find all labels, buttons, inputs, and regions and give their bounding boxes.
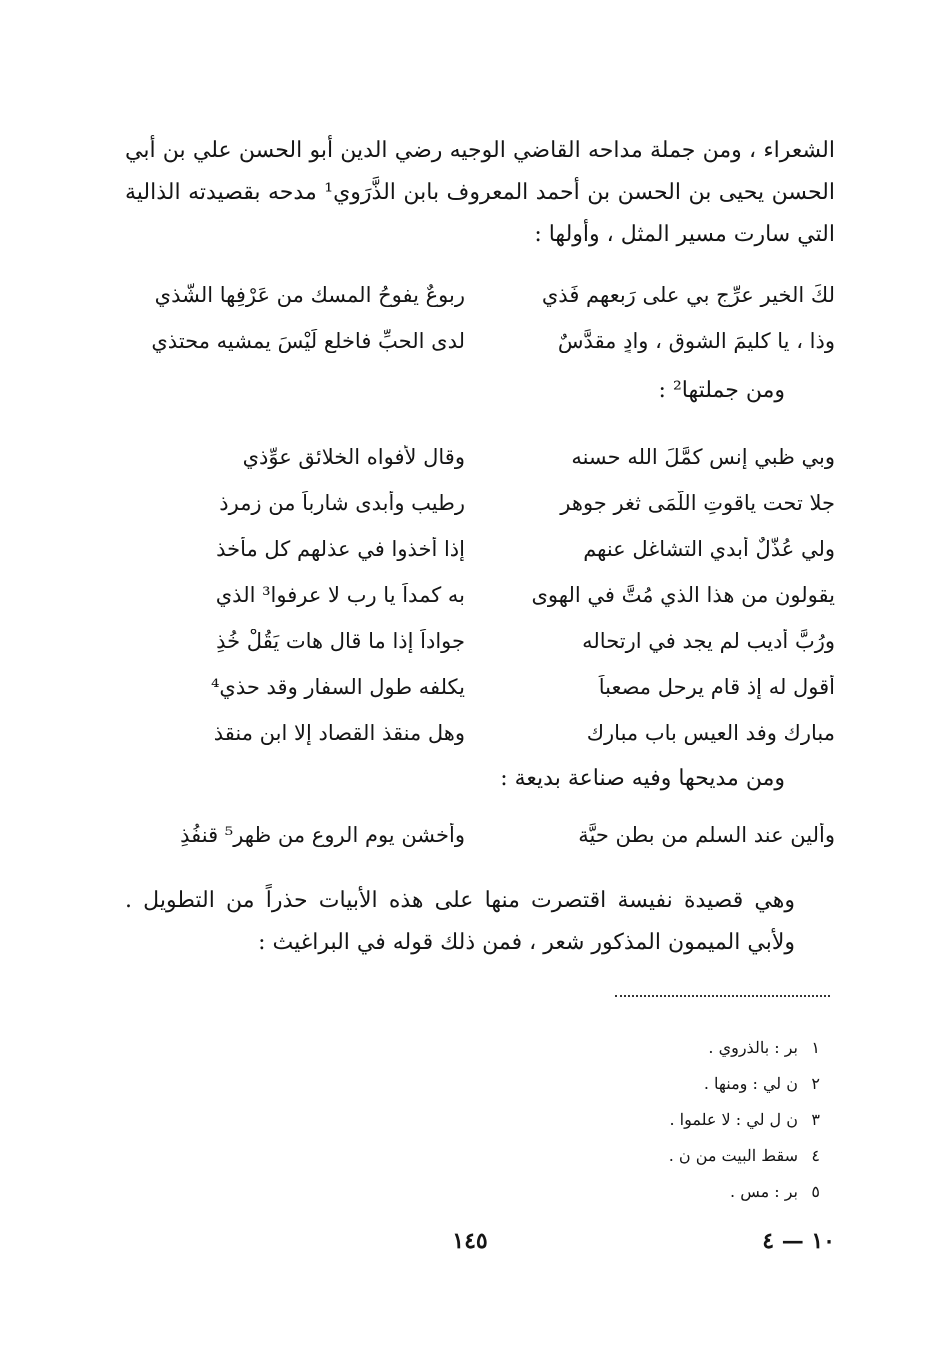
first-hemistich: مبارك وفد العيس باب مبارك	[586, 721, 835, 745]
footnote-text: بر : مس .	[730, 1182, 798, 1201]
verse-line	[125, 618, 835, 664]
footnotes	[560, 1030, 820, 1210]
first-hemistich: ورُبَّ أديب لم يجد في ارتحاله	[582, 629, 835, 653]
second-hemistich: به كمداً يا رب لا عرفوا³ الذي	[215, 583, 465, 607]
verse-line	[125, 272, 835, 318]
footnote-text: سقط البيت من ن .	[668, 1146, 798, 1165]
verse-line	[125, 710, 835, 756]
footnote-text: ن لي : ومنها .	[703, 1074, 798, 1093]
first-hemistich: جلا تحت ياقوتِ اللَّمَى ثغر جوهر	[560, 491, 835, 515]
second-hemistich: إذا أخذوا في عذلهم كل مأخذ	[216, 537, 465, 561]
footnote-number: ٥	[811, 1182, 820, 1201]
poem-intro: ومن مديحها وفيه صناعة بديعة :	[500, 766, 785, 791]
first-hemistich: يقولون من هذا الذي مُتَّ في الهوى	[531, 583, 835, 607]
footnote-divider	[615, 995, 830, 997]
verse-line	[125, 480, 835, 526]
signature-mark: ١٠ — ٤	[762, 1228, 835, 1254]
second-hemistich: وقال لأفواه الخلائق عوِّذي	[242, 445, 465, 469]
poem-3	[125, 812, 835, 858]
footnote-number: ٤	[811, 1146, 820, 1165]
footnote	[560, 1030, 820, 1066]
first-hemistich: ولي عُذَّلٌ أبدي التشاغل عنهم	[583, 537, 835, 561]
footnote-text: بر : بالذروي .	[708, 1038, 798, 1057]
first-hemistich: لكَ الخير عرِّج بي على رَبعهِم فَذي	[541, 283, 835, 307]
second-hemistich: لدى الحبِّ فاخلع لَيْسَ يمشيه محتذي	[151, 329, 465, 353]
intro-paragraph: الشعراء ، ومن جملة مداحه القاضي الوجيه رضي الدين أبو الحسن علي بن أبي الحسن يحيى بن الحسن بن أحمد المعروف بابن الذَّرَوي¹ مدحه بقصيدته الذالية التي سارت مسير المثل ، وأولها :	[125, 138, 835, 247]
verse-line	[125, 526, 835, 572]
closing-paragraph: وهي قصيدة نفيسة اقتصرت منها على هذه الأبيات حذراً من التطويل . ولأبي الميمون المذكور شعر ، فمن ذلك قوله في البراغيث :	[125, 888, 795, 955]
footnote-number: ١	[811, 1038, 820, 1057]
verse-line	[125, 572, 835, 618]
poem-intro: ومن جملتها² :	[658, 378, 785, 403]
first-hemistich: وذا ، يا كليمَ الشوق ، وادٍ مقدَّسٌ	[557, 329, 835, 353]
second-hemistich: ربوعٌ يفوحُ المسك من عَرْفِها الشَّذي	[154, 283, 465, 307]
footnote-number: ٢	[811, 1074, 820, 1093]
verse-line	[125, 318, 835, 364]
second-hemistich: يكلفه طول السفار وقد حذي⁴	[211, 675, 465, 699]
footnote-text: ن ل لي : لا علموا .	[669, 1110, 798, 1129]
verse-line	[125, 664, 835, 710]
footnote	[560, 1102, 820, 1138]
footnote	[560, 1174, 820, 1210]
footnote	[560, 1066, 820, 1102]
poem-2	[125, 434, 835, 756]
first-hemistich: وبي ظبي إنس كمَّلَ الله حسنه	[571, 445, 835, 469]
second-hemistich: وأخشن يوم الروع من ظهر⁵ قنفُذِ	[180, 823, 465, 847]
page-number: ١٤٥	[452, 1228, 488, 1254]
first-hemistich: وألين عند السلم من بطن حيَّة	[578, 823, 835, 847]
poem-1	[125, 272, 835, 364]
footnote	[560, 1138, 820, 1174]
second-hemistich: وهل منقذ القصاد إلا ابن منقذ	[213, 721, 465, 745]
second-hemistich: جواداً إذا ما قال هات يَقُلْ خُذِ	[216, 629, 465, 653]
second-hemistich: رطيب وأبدى شارباً من زمرذ	[219, 491, 465, 515]
first-hemistich: أقول له إذ قام يرحل مصعباً	[598, 675, 835, 699]
verse-line	[125, 812, 835, 858]
footnote-number: ٣	[811, 1110, 820, 1129]
verse-line	[125, 434, 835, 480]
